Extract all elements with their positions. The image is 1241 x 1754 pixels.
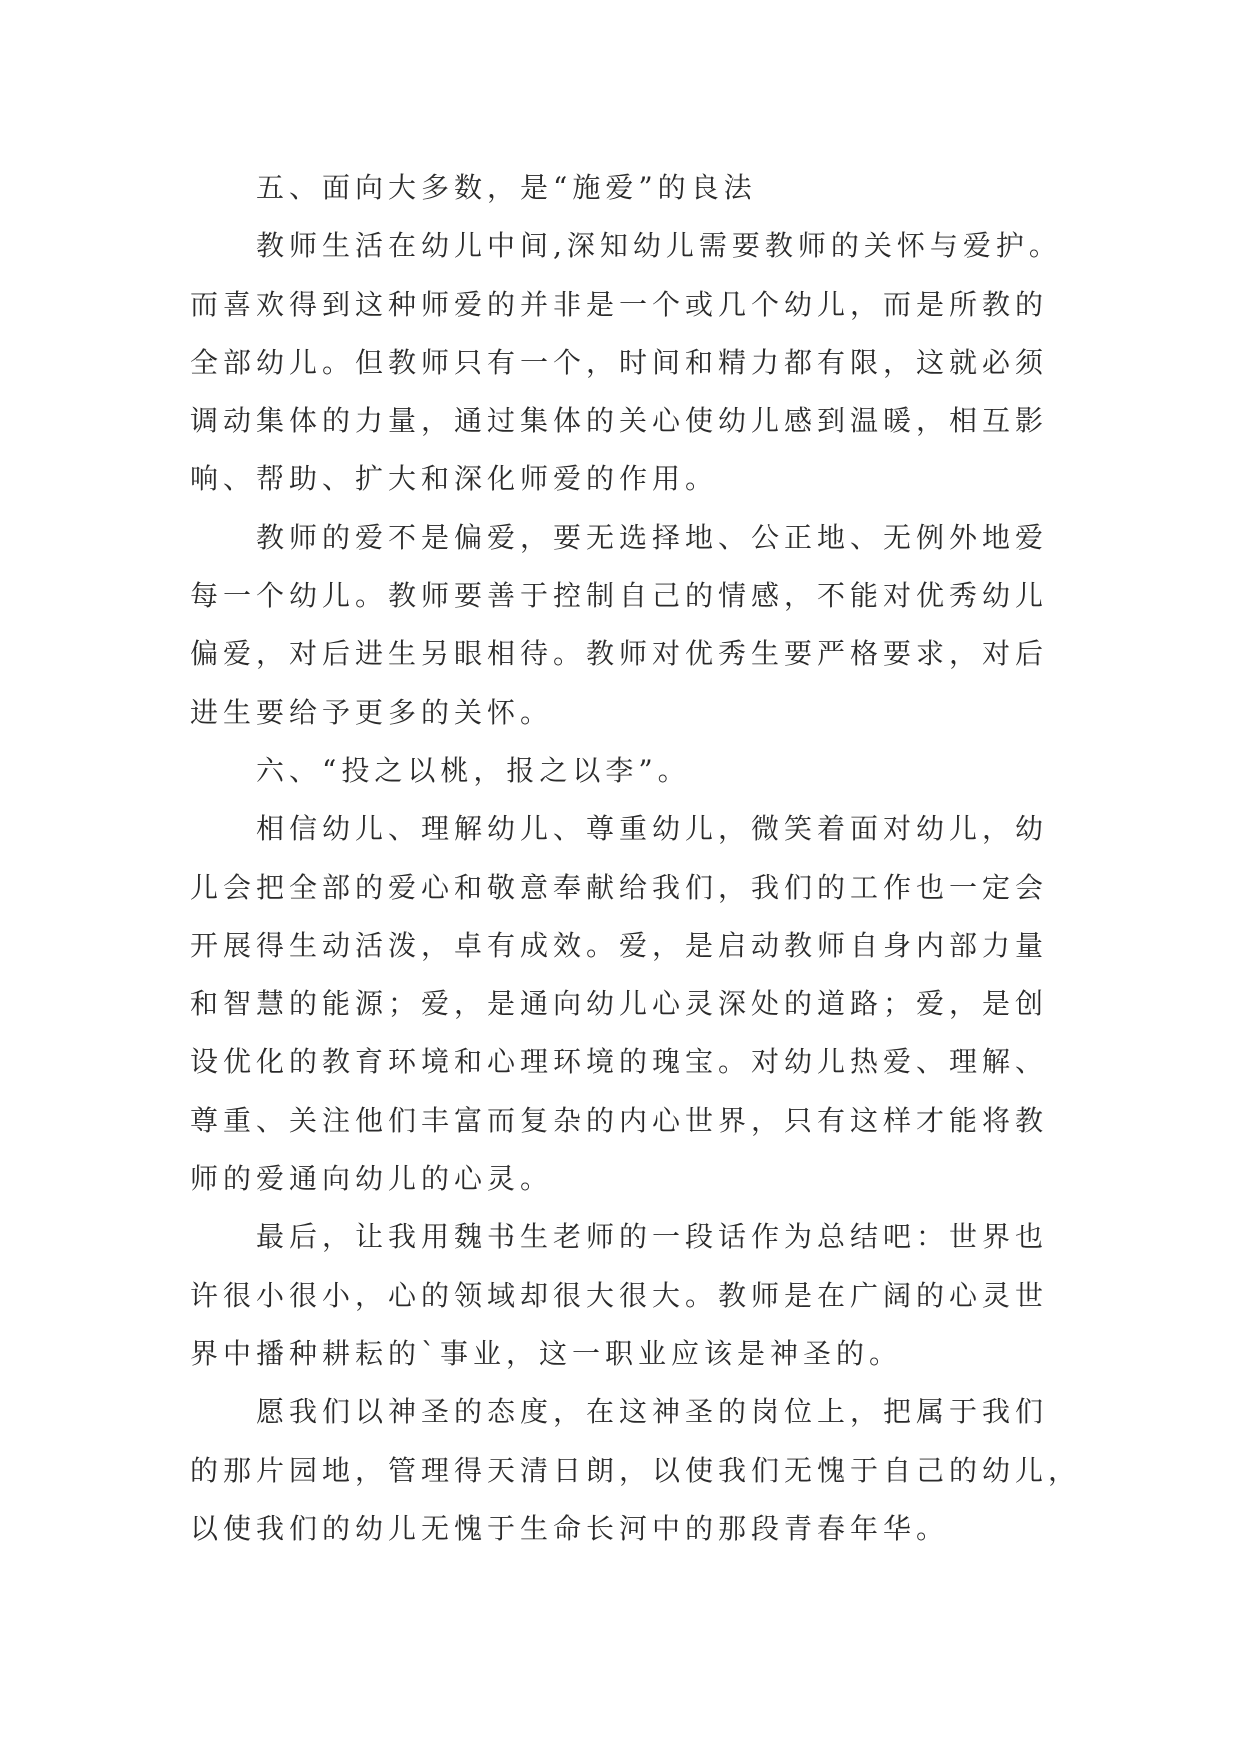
- paragraph-line: 每一个幼儿。教师要善于控制自己的情感，不能对优秀幼儿: [190, 579, 1049, 613]
- section-heading: 六、“投之以桃，报之以李”。: [256, 753, 691, 787]
- paragraph-line: 相信幼儿、理解幼儿、尊重幼儿，微笑着面对幼儿，幼: [256, 812, 1049, 846]
- section-heading: 五、面向大多数，是“施爱”的良法: [256, 171, 757, 204]
- paragraph: [0, 800, 1241, 1208]
- paragraph-line: 调动集体的力量，通过集体的关心使幼儿感到温暖，相互影: [190, 404, 1049, 438]
- paragraph-line: 尊重、关注他们丰富而复杂的内心世界，只有这样才能将教: [190, 1103, 1049, 1137]
- paragraph: [0, 1208, 1241, 1383]
- paragraph: [0, 217, 1241, 508]
- paragraph-line: 和智慧的能源；爱，是通向幼儿心灵深处的道路；爱，是创: [190, 987, 1049, 1021]
- section-six: [0, 742, 1241, 1558]
- paragraph-line: 的那片园地，管理得天清日朗，以使我们无愧于自己的幼儿，: [190, 1453, 1082, 1487]
- paragraph-line: 教师的爱不是偏爱，要无选择地、公正地、无例外地爱: [256, 520, 1049, 554]
- section-five: [0, 159, 1241, 742]
- paragraph-line: 界中播种耕耘的`事业，这一职业应该是神圣的。: [190, 1336, 903, 1370]
- paragraph-line: 响、帮助、扩大和深化师爱的作用。: [190, 462, 719, 496]
- paragraph-line: 儿会把全部的爱心和敬意奉献给我们，我们的工作也一定会: [190, 870, 1049, 904]
- paragraph-line: 全部幼儿。但教师只有一个，时间和精力都有限，这就必须: [190, 345, 1049, 379]
- paragraph: [0, 509, 1241, 742]
- paragraph-line: 师的爱通向幼儿的心灵。: [190, 1162, 554, 1196]
- paragraph: [0, 1383, 1241, 1558]
- paragraph-line: 以使我们的幼儿无愧于生命长河中的那段青春年华。: [190, 1511, 950, 1545]
- paragraph-line: 最后，让我用魏书生老师的一段话作为总结吧：世界也: [256, 1220, 1049, 1254]
- paragraph-line: 开展得生动活泼，卓有成效。爱，是启动教师自身内部力量: [190, 928, 1049, 962]
- paragraph-line: 愿我们以神圣的态度，在这神圣的岗位上，把属于我们: [256, 1395, 1049, 1429]
- paragraph-line: 进生要给予更多的关怀。: [190, 695, 554, 729]
- paragraph-line: 而喜欢得到这种师爱的并非是一个或几个幼儿，而是所教的: [190, 287, 1049, 321]
- paragraph-line: 设优化的教育环境和心理环境的瑰宝。对幼儿热爱、理解、: [190, 1045, 1049, 1079]
- paragraph-line: 许很小很小，心的领域却很大很大。教师是在广阔的心灵世: [190, 1278, 1049, 1312]
- paragraph-line: 教师生活在幼儿中间,深知幼儿需要教师的关怀与爱护。: [256, 229, 1062, 263]
- paragraph-line: 偏爱，对后进生另眼相待。教师对优秀生要严格要求，对后: [190, 637, 1049, 671]
